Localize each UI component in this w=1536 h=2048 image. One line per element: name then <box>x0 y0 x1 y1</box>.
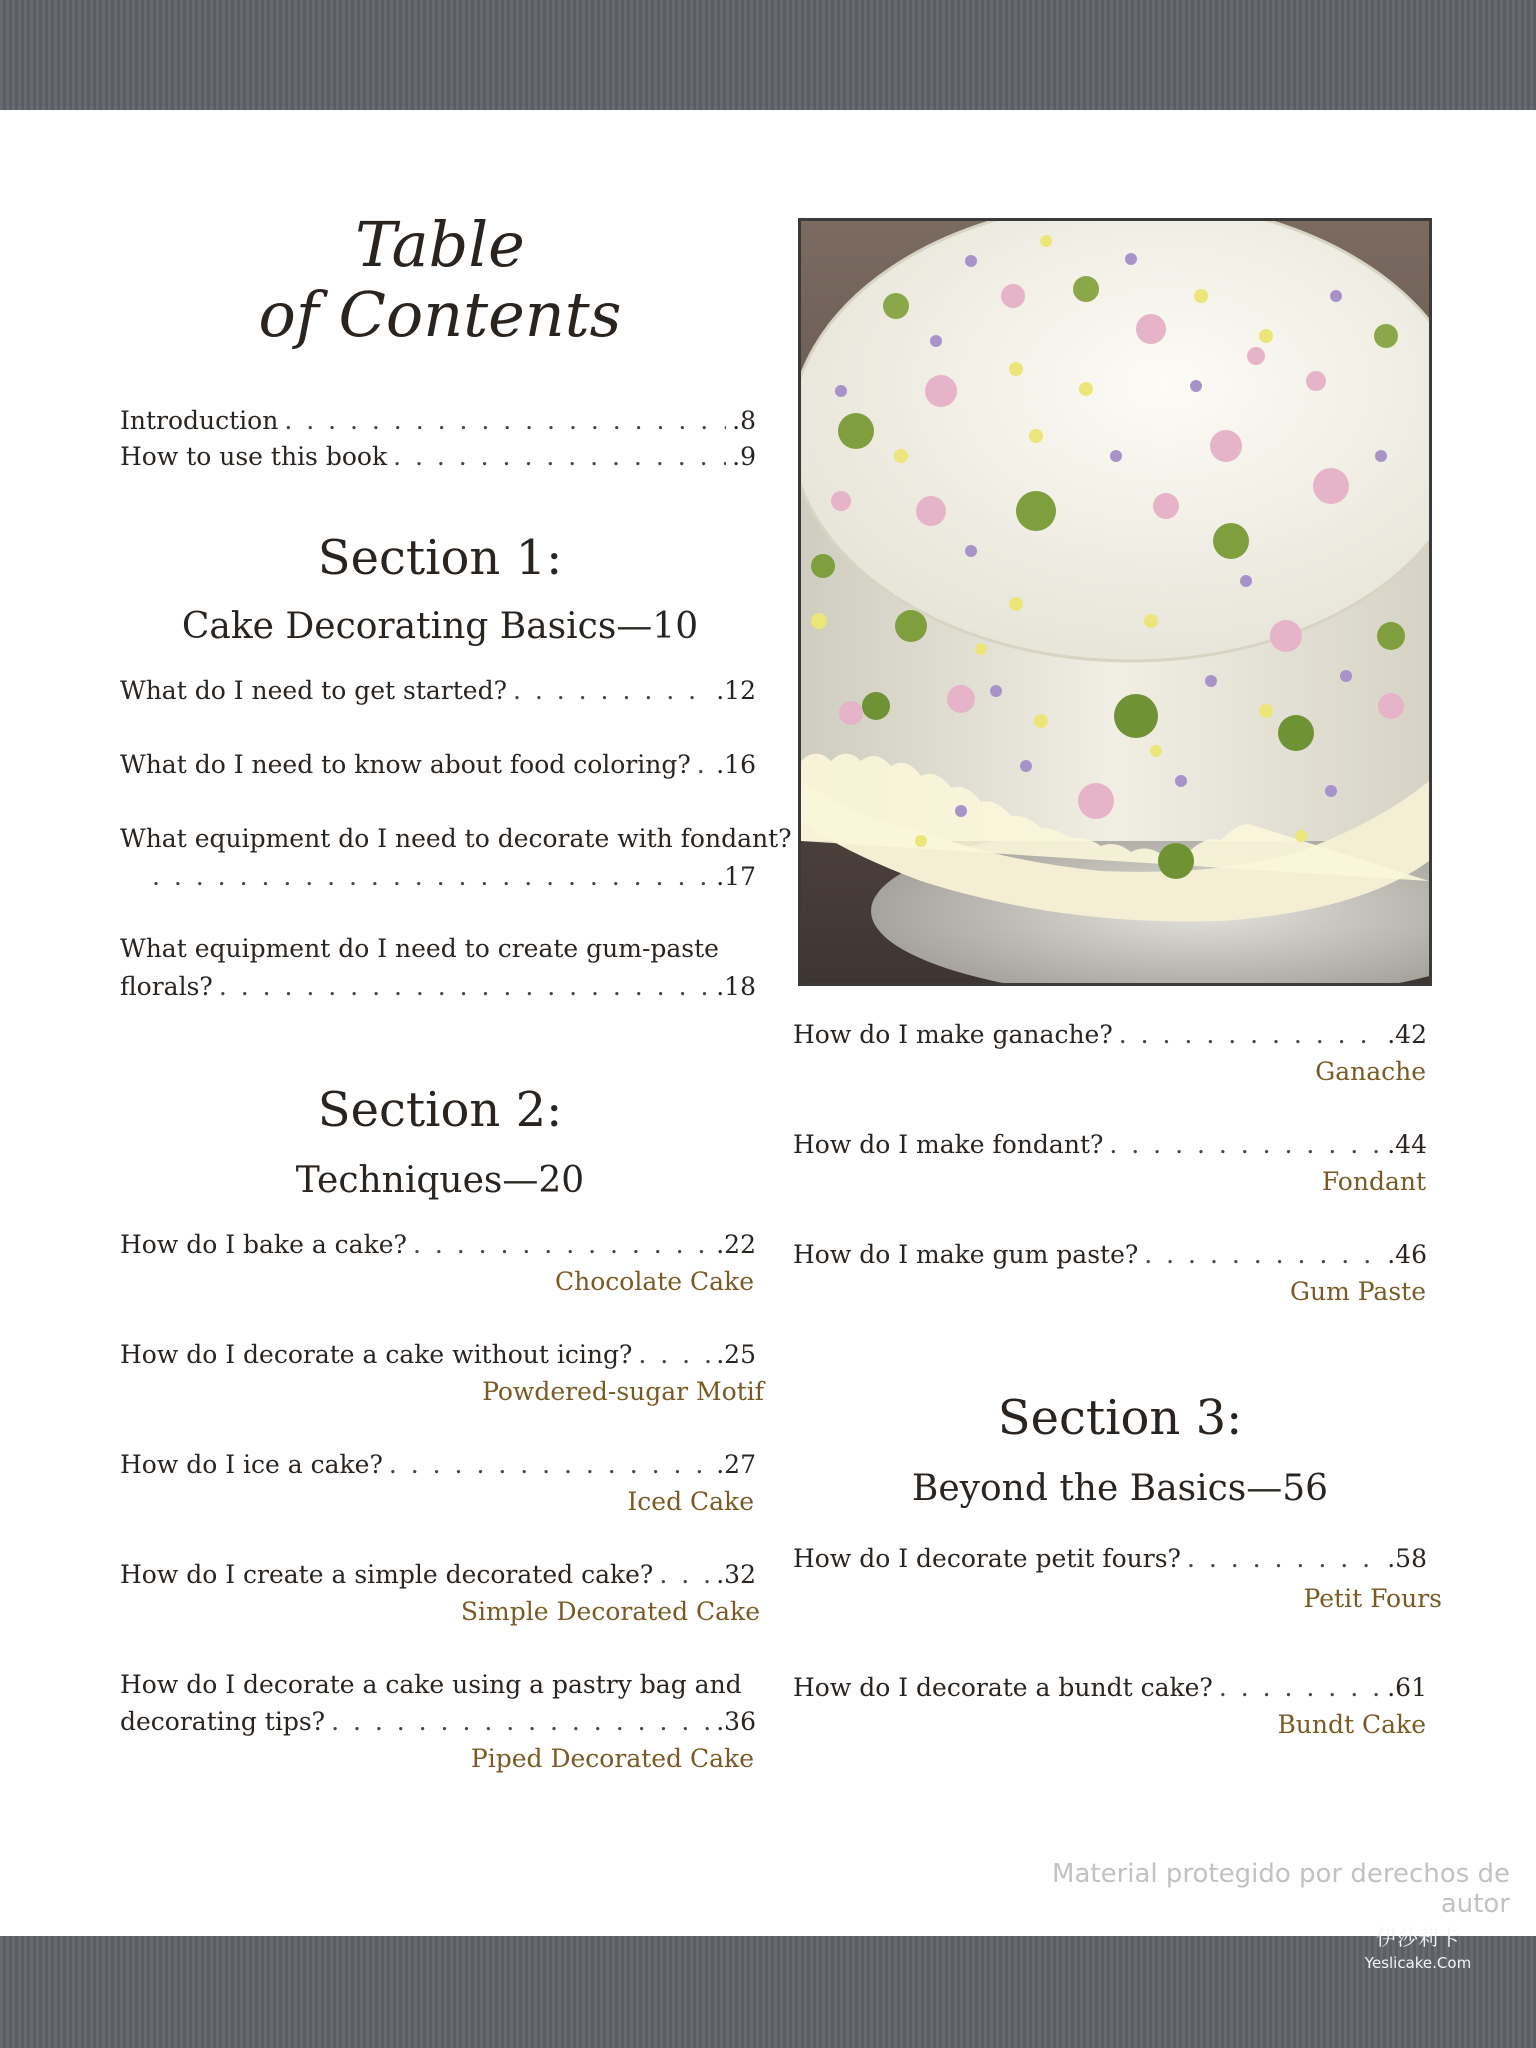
book-page <box>0 110 1536 1936</box>
recipe-name: Iced Cake <box>627 1487 754 1516</box>
entry-text: How do I make ganache? <box>793 1020 1113 1049</box>
recipe-name: Gum Paste <box>1290 1277 1426 1306</box>
toc-entry[interactable] <box>120 1560 756 1590</box>
leader-dots <box>219 972 710 1002</box>
leader-dots <box>389 1450 710 1480</box>
top-background-bar <box>0 0 1536 110</box>
entry-text: What do I need to know about food coloring? <box>120 750 691 779</box>
leader-dots <box>697 750 710 780</box>
leader-dots <box>284 406 726 436</box>
section-1-heading: Section 1: <box>317 530 563 586</box>
entry-page: .58 <box>1387 1544 1427 1573</box>
entry-page: .8 <box>732 406 756 435</box>
recipe-name: Fondant <box>1321 1167 1426 1196</box>
entry-page: .42 <box>1387 1020 1427 1049</box>
leader-dots <box>413 1230 710 1260</box>
recipe-name: Ganache <box>1315 1057 1426 1086</box>
leader-dots <box>1144 1240 1381 1270</box>
entry-page: .44 <box>1387 1130 1427 1159</box>
toc-entry[interactable] <box>152 862 756 892</box>
entry-page: .12 <box>716 676 756 705</box>
section-1-subtitle: Cake Decorating Basics—10 <box>181 606 699 647</box>
entry-page: .18 <box>716 972 756 1001</box>
recipe-name: Chocolate Cake <box>555 1267 754 1296</box>
entry-text: Introduction <box>120 406 279 435</box>
watermark-url: Yeslicake.Com <box>1364 1954 1472 1972</box>
cake-photo <box>798 218 1432 986</box>
watermark-name: 伊莎莉卡 <box>1376 1926 1460 1950</box>
toc-entry-introduction[interactable] <box>120 406 756 436</box>
toc-entry[interactable] <box>793 1673 1427 1703</box>
toc-entry[interactable] <box>120 1340 756 1370</box>
entry-text: How do I decorate a cake without icing? <box>120 1340 633 1369</box>
recipe-name: Piped Decorated Cake <box>470 1744 754 1773</box>
entry-text: How do I bake a cake? <box>120 1230 407 1259</box>
leader-dots <box>513 676 710 706</box>
leader-dots <box>393 442 726 472</box>
entry-text: How to use this book <box>120 442 388 471</box>
entry-page: .61 <box>1387 1673 1427 1702</box>
entry-text: How do I decorate a bundt cake? <box>793 1673 1213 1702</box>
toc-entry-text[interactable]: What equipment do I need to decorate with fondant? <box>120 824 792 853</box>
section-2-subtitle: Techniques—20 <box>295 1160 585 1201</box>
toc-entry[interactable] <box>793 1130 1427 1160</box>
entry-text: How do I ice a cake? <box>120 1450 383 1479</box>
title-line-2: of Contents <box>258 278 622 351</box>
entry-page: .27 <box>716 1450 756 1479</box>
section-3-heading: Section 3: <box>997 1390 1243 1446</box>
leader-dots <box>659 1560 710 1590</box>
toc-entry[interactable] <box>120 1230 756 1260</box>
toc-entry[interactable] <box>120 676 756 706</box>
section-2-heading: Section 2: <box>317 1082 563 1138</box>
entry-text: How do I create a simple decorated cake? <box>120 1560 654 1589</box>
toc-entry[interactable] <box>793 1240 1427 1270</box>
toc-entry[interactable] <box>793 1020 1427 1050</box>
leader-dots <box>152 862 710 892</box>
recipe-name: Petit Fours <box>1303 1584 1442 1613</box>
leader-dots <box>331 1707 710 1737</box>
title-line-1: Table <box>355 208 525 281</box>
entry-page: .36 <box>716 1707 756 1736</box>
entry-page: .46 <box>1387 1240 1427 1269</box>
entry-page: .16 <box>716 750 756 779</box>
toc-entry[interactable] <box>120 972 756 1002</box>
entry-text: How do I make gum paste? <box>793 1240 1139 1269</box>
entry-text: florals? <box>120 972 213 1001</box>
entry-page: .9 <box>732 442 756 471</box>
entry-text: How do I decorate petit fours? <box>793 1544 1181 1573</box>
bottom-background-bar <box>0 1936 1536 2048</box>
entry-page: .32 <box>716 1560 756 1589</box>
toc-entry[interactable] <box>120 1707 756 1737</box>
toc-entry-text[interactable]: What equipment do I need to create gum-paste <box>120 934 719 963</box>
toc-entry[interactable] <box>793 1544 1427 1574</box>
leader-dots <box>1119 1020 1381 1050</box>
leader-dots <box>638 1340 710 1370</box>
section-3-subtitle: Beyond the Basics—56 <box>911 1468 1329 1509</box>
toc-entry-how-to-use[interactable] <box>120 442 756 472</box>
entry-text: decorating tips? <box>120 1707 326 1736</box>
entry-page: .17 <box>716 862 756 891</box>
copyright-notice: Material protegido por derechos de autor <box>1052 1859 1510 1919</box>
site-watermark <box>1328 1922 1508 1972</box>
leader-dots <box>1219 1673 1381 1703</box>
entry-text: What do I need to get started? <box>120 676 507 705</box>
recipe-name: Bundt Cake <box>1277 1710 1426 1739</box>
toc-entry[interactable] <box>120 1450 756 1480</box>
recipe-name: Powdered-sugar Motif <box>482 1377 764 1406</box>
leader-dots <box>1109 1130 1381 1160</box>
decorated-cake-image <box>801 221 1429 983</box>
entry-page: .25 <box>716 1340 756 1369</box>
toc-entry-text[interactable]: How do I decorate a cake using a pastry bag and <box>120 1670 742 1699</box>
toc-entry[interactable] <box>120 750 756 780</box>
entry-text: How do I make fondant? <box>793 1130 1104 1159</box>
entry-page: .22 <box>716 1230 756 1259</box>
leader-dots <box>1187 1544 1381 1574</box>
recipe-name: Simple Decorated Cake <box>460 1597 760 1626</box>
